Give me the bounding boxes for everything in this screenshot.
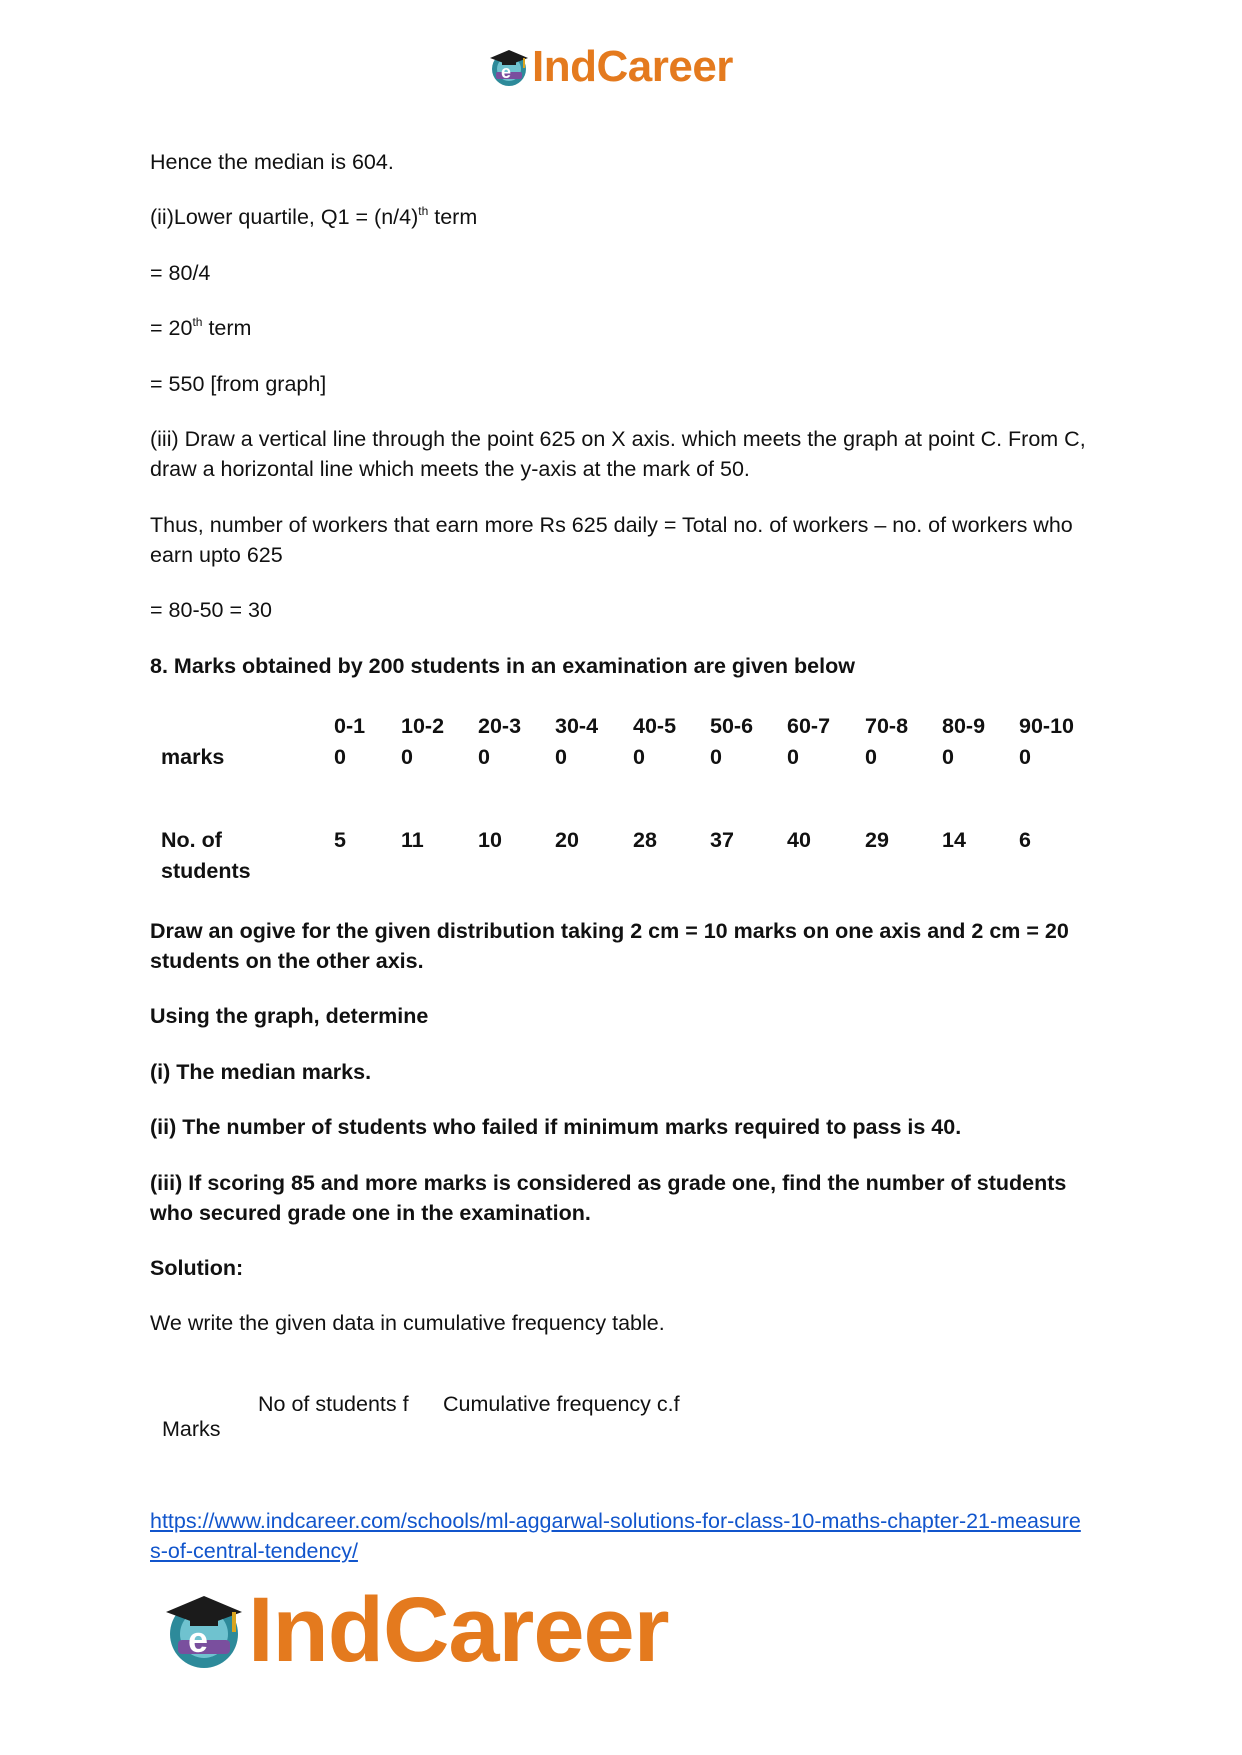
marks-range-cell: 30-4 0 — [555, 714, 599, 769]
students-row-label: No. of students — [161, 828, 251, 883]
student-count-cell: 40 — [787, 828, 811, 852]
marks-row-label: marks — [161, 745, 225, 769]
question-8-instructions: Draw an ogive for the given distribution taking 2 cm = 10 marks on one axis and 2 cm = 20 students on the other axis. — [150, 919, 1069, 973]
marks-range-cell: 70-8 0 — [865, 714, 909, 769]
student-count-cell: 20 — [555, 828, 579, 852]
lower-quartile-formula: (ii)Lower quartile, $Q1 = (n/4)^{th}$ term — [150, 204, 478, 229]
student-count-cell: 11 — [401, 828, 424, 852]
workers-result: = 80-50 = 30 — [150, 598, 272, 622]
solution-heading: Solution: — [150, 1256, 244, 1280]
cf-table-students-header: No of students f — [258, 1392, 409, 1416]
student-count-cell: 5 — [334, 828, 346, 852]
marks-range-cell: 0-1 0 — [334, 714, 366, 769]
student-count-cell: 10 — [478, 828, 502, 852]
footer-logo-text: IndCareer — [248, 1579, 669, 1681]
header-logo — [488, 40, 733, 94]
question-8-part-i: (i) The median marks. — [150, 1060, 372, 1084]
graduation-cap-book-icon — [488, 46, 530, 88]
quartile-result: = 550 [from graph] — [150, 372, 327, 396]
marks-range-cell: 20-3 0 — [478, 714, 522, 769]
part-iii-explanation: (iii) Draw a vertical line through the point 625 on X axis. which meets the graph at point C. From C, draw a horizontal line which meets the y-axis at the mark of 50. — [150, 427, 1086, 481]
solution-text: We write the given data in cumulative frequency table. — [150, 1311, 665, 1335]
question-8-using: Using the graph, determine — [150, 1004, 429, 1028]
source-link[interactable]: https://www.indcareer.com/schools/ml-aggarwal-solutions-for-class-10-maths-chapter-21-measures-of-central-tendency/ — [150, 1509, 1081, 1563]
svg-text:e: e — [501, 62, 512, 82]
quartile-step-1: = 80/4 — [150, 261, 211, 285]
marks-range-cell: 50-6 0 — [710, 714, 754, 769]
quartile-step-2: = 20th term — [150, 315, 252, 340]
student-count-cell: 14 — [942, 828, 966, 852]
student-count-cell: 6 — [1019, 828, 1031, 852]
graduation-cap-book-icon — [162, 1588, 246, 1672]
header-logo-text: IndCareer — [532, 42, 733, 91]
median-result: Hence the median is 604. — [150, 150, 394, 174]
marks-range-cell: 80-9 0 — [942, 714, 986, 769]
question-8-part-ii: (ii) The number of students who failed if minimum marks required to pass is 40. — [150, 1115, 962, 1139]
marks-range-cell: 60-7 0 — [787, 714, 831, 769]
marks-range-cell: 10-2 0 — [401, 714, 445, 769]
question-8-part-iii: (iii) If scoring 85 and more marks is considered as grade one, find the number of students who secured grade one in the examination. — [150, 1171, 1067, 1225]
cf-table-cumulative-header: Cumulative frequency c.f — [443, 1392, 680, 1416]
question-8-heading: 8. Marks obtained by 200 students in an examination are given below — [150, 654, 855, 678]
cf-table-marks-header: Marks — [162, 1417, 221, 1441]
workers-calculation: Thus, number of workers that earn more Rs 625 daily = Total no. of workers – no. of workers who earn upto 625 — [150, 513, 1073, 567]
svg-text:e: e — [188, 1619, 209, 1660]
student-count-cell: 37 — [710, 828, 734, 852]
marks-range-cell: 90-10 0 — [1019, 714, 1074, 769]
student-count-cell: 28 — [633, 828, 657, 852]
footer-logo — [162, 1575, 669, 1685]
marks-range-cell: 40-5 0 — [633, 714, 677, 769]
student-count-cell: 29 — [865, 828, 889, 852]
